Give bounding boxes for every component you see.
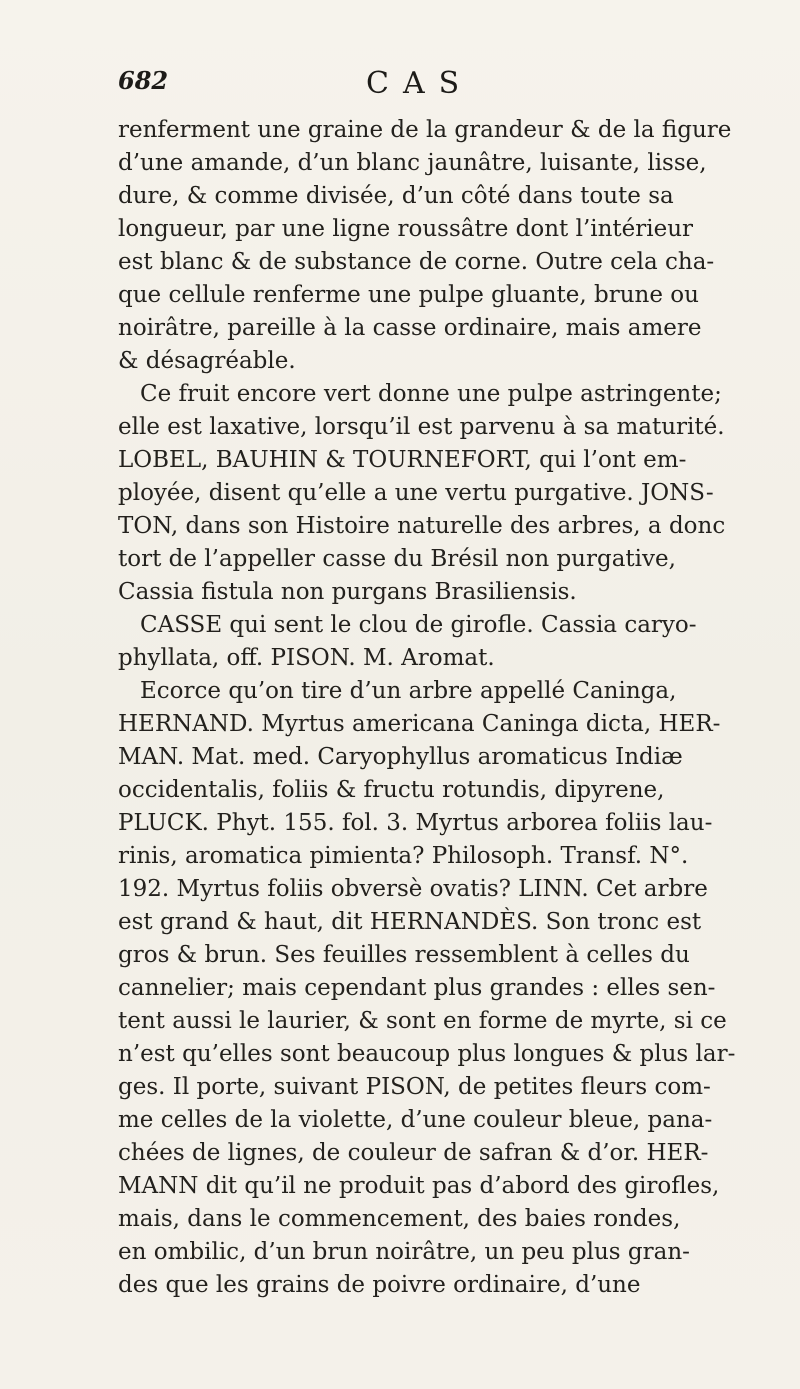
text-line: CASSE qui sent le clou de girofle. Cassia caryo- — [140, 612, 697, 638]
text-line: PLUCK. Phyt. 155. fol. 3. Myrtus arborea foliis lau- — [118, 810, 713, 836]
text-line: est grand & haut, dit HERNANDÈS. Son tronc est — [118, 909, 702, 935]
text-line: elle est laxative, lorsqu’il est parvenu à sa maturité. — [118, 414, 725, 440]
text-line: ges. Il porte, suivant PISON, de petites fleurs com- — [118, 1074, 711, 1100]
text-line: Cassia fistula non purgans Brasiliensis. — [118, 579, 577, 605]
text-line: en ombilic, d’un brun noirâtre, un peu plus gran- — [118, 1239, 690, 1265]
text-line: est blanc & de substance de corne. Outre cela cha- — [118, 249, 715, 275]
text-line: Ce fruit encore vert donne une pulpe astringente; — [140, 381, 722, 407]
text-line: longueur, par une ligne roussâtre dont l’intérieur — [118, 216, 694, 242]
text-line: & désagréable. — [118, 348, 296, 374]
text-line: chées de lignes, de couleur de safran & d’or. HER- — [118, 1140, 709, 1166]
body-text — [118, 114, 768, 1302]
text-line: des que les grains de poivre ordinaire, d’une — [118, 1272, 641, 1298]
page-number: 682 — [118, 66, 169, 95]
text-line: me celles de la violette, d’une couleur bleue, pana- — [118, 1107, 713, 1133]
text-line: rinis, aromatica pimienta? Philosoph. Transf. N°. — [118, 843, 689, 869]
text-line: HERNAND. Myrtus americana Caninga dicta, HER- — [118, 711, 721, 737]
text-line: noirâtre, pareille à la casse ordinaire, mais amere — [118, 315, 702, 341]
text-line: tort de l’appeller casse du Brésil non purgative, — [118, 546, 676, 572]
text-line: Ecorce qu’on tire d’un arbre appellé Caninga, — [140, 678, 677, 704]
text-line: phyllata, off. PISON. M. Aromat. — [118, 645, 495, 671]
text-line: 192. Myrtus foliis obversè ovatis? LINN. Cet arbre — [118, 876, 708, 902]
text-line: dure, & comme divisée, d’un côté dans toute sa — [118, 183, 674, 209]
text-line: MAN. Mat. med. Caryophyllus aromaticus Indiæ — [118, 744, 683, 770]
text-line: TON, dans son Histoire naturelle des arbres, a donc — [118, 513, 726, 539]
text-line: n’est qu’elles sont beaucoup plus longues & plus lar- — [118, 1041, 736, 1067]
text-line: gros & brun. Ses feuilles ressemblent à celles du — [118, 942, 690, 968]
text-line: que cellule renferme une pulpe gluante, brune ou — [118, 282, 699, 308]
text-line: LOBEL, BAUHIN & TOURNEFORT, qui l’ont em- — [118, 447, 687, 473]
text-line: occidentalis, foliis & fructu rotundis, dipyrene, — [118, 777, 665, 803]
page-header — [118, 66, 768, 102]
text-line: tent aussi le laurier, & sont en forme de myrte, si ce — [118, 1008, 727, 1034]
text-line: mais, dans le commencement, des baies rondes, — [118, 1206, 681, 1232]
text-line: cannelier; mais cependant plus grandes : elles sen- — [118, 975, 716, 1001]
running-head: CAS — [366, 66, 474, 101]
text-line: MANN dit qu’il ne produit pas d’abord des girofles, — [118, 1173, 720, 1199]
text-line: renferment une graine de la grandeur & de la figure — [118, 117, 732, 143]
text-line: ployée, disent qu’elle a une vertu purgative. JONS- — [118, 480, 714, 506]
text-line: d’une amande, d’un blanc jaunâtre, luisante, lisse, — [118, 150, 707, 176]
